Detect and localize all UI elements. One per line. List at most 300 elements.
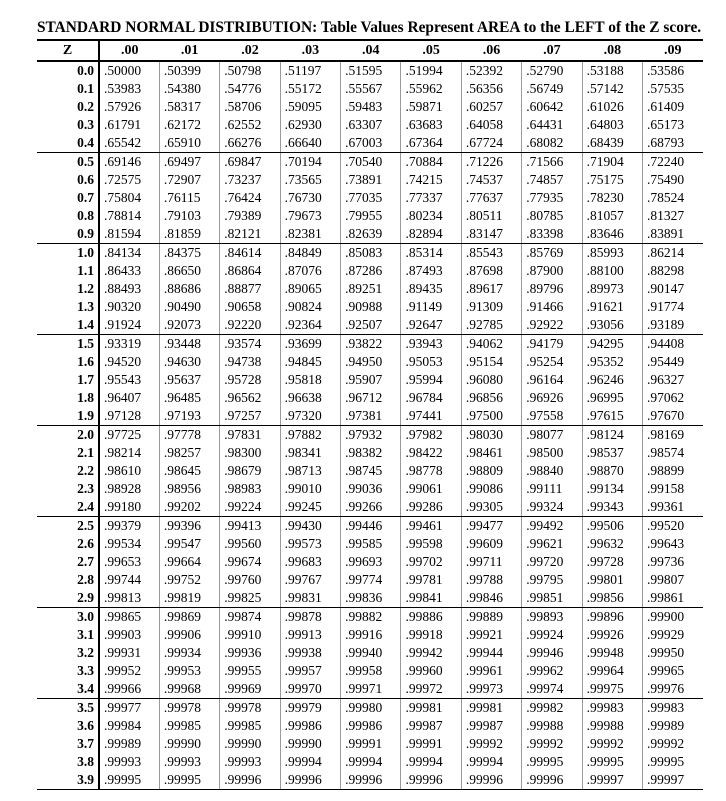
area-cell: .87076 (280, 262, 340, 280)
table-row (37, 535, 703, 553)
area-cell: .90147 (643, 280, 703, 298)
area-cell: .99991 (341, 735, 401, 753)
area-cell: .99938 (280, 644, 340, 662)
area-cell: .75804 (104, 190, 142, 205)
area-cell: .99609 (461, 535, 521, 553)
area-cell: .99983 (643, 699, 703, 718)
column-header: .01 (159, 40, 219, 61)
area-cell: .99997 (643, 771, 703, 790)
area-cell: .79103 (159, 207, 219, 225)
area-cell: .80234 (401, 207, 461, 225)
area-cell: .61409 (643, 98, 703, 116)
area-cell: .98537 (582, 444, 642, 462)
z-value-cell: 3.3 (37, 662, 99, 680)
area-cell: .98745 (341, 462, 401, 480)
area-cell: .99180 (99, 498, 159, 517)
z-value-cell: 0.4 (37, 134, 99, 153)
column-header: .09 (643, 40, 703, 61)
area-cell: .92073 (159, 316, 219, 335)
area-cell: .92364 (280, 316, 340, 335)
area-cell: .73565 (280, 171, 340, 189)
area-cell: .56749 (522, 80, 582, 98)
area-cell: .96246 (582, 371, 642, 389)
area-cell: .66640 (280, 134, 340, 153)
area-cell: .98610 (104, 463, 142, 478)
area-cell: .91621 (582, 298, 642, 316)
area-cell: .98645 (159, 462, 219, 480)
area-cell: .77935 (522, 189, 582, 207)
table-row (37, 335, 703, 354)
area-cell: .54776 (220, 80, 280, 98)
area-cell: .62172 (159, 116, 219, 134)
area-cell: .99728 (582, 553, 642, 571)
z-value-cell: 1.2 (37, 280, 99, 298)
area-cell: .99983 (582, 699, 642, 718)
z-value-cell: 2.3 (37, 480, 99, 498)
area-cell: .94950 (341, 353, 401, 371)
area-cell: .99430 (280, 517, 340, 536)
area-cell: .97128 (99, 407, 159, 426)
area-cell: .99976 (643, 680, 703, 699)
area-cell: .63307 (341, 116, 401, 134)
z-value-cell: 2.9 (37, 589, 99, 608)
area-cell: .96995 (582, 389, 642, 407)
area-cell: .88877 (220, 280, 280, 298)
area-cell: .99202 (159, 498, 219, 517)
area-cell: .99987 (401, 717, 461, 735)
area-cell: .95352 (582, 353, 642, 371)
area-cell: .75175 (582, 171, 642, 189)
area-cell: .78814 (104, 208, 142, 223)
area-cell: .67364 (401, 134, 461, 153)
area-cell: .96784 (401, 389, 461, 407)
area-cell: .72907 (159, 171, 219, 189)
table-row (37, 316, 703, 335)
z-value-cell: 1.0 (37, 244, 99, 263)
area-cell: .99958 (341, 662, 401, 680)
area-cell: .87286 (341, 262, 401, 280)
table-body (37, 61, 703, 790)
table-row (37, 589, 703, 608)
area-cell: .51595 (341, 61, 401, 80)
area-cell: .99996 (461, 771, 521, 790)
area-cell: .99396 (159, 517, 219, 536)
area-cell: .69847 (220, 153, 280, 172)
area-cell: .83147 (461, 225, 521, 244)
table-row (37, 98, 703, 116)
area-cell: .97982 (401, 426, 461, 445)
z-value-cell: 3.4 (37, 680, 99, 699)
area-cell: .90988 (341, 298, 401, 316)
area-cell: .87900 (522, 262, 582, 280)
area-cell: .50399 (159, 61, 219, 80)
area-cell: .99957 (280, 662, 340, 680)
area-cell: .85769 (522, 244, 582, 263)
area-cell: .99992 (522, 735, 582, 753)
area-cell: .99813 (99, 589, 159, 608)
area-cell: .99986 (280, 717, 340, 735)
area-cell: .74537 (461, 171, 521, 189)
z-value-cell: 2.0 (37, 426, 99, 445)
area-cell: .74857 (522, 171, 582, 189)
area-cell: .99086 (461, 480, 521, 498)
area-cell: .99988 (582, 717, 642, 735)
z-value-cell: 3.9 (37, 771, 99, 790)
area-cell: .64803 (582, 116, 642, 134)
area-cell: .52790 (522, 61, 582, 80)
area-cell: .99158 (643, 480, 703, 498)
area-cell: .67003 (341, 134, 401, 153)
area-cell: .96712 (341, 389, 401, 407)
area-cell: .93943 (401, 335, 461, 354)
area-cell: .85083 (341, 244, 401, 263)
area-cell: .97500 (461, 407, 521, 426)
area-cell: .98214 (104, 445, 142, 460)
area-cell: .98840 (522, 462, 582, 480)
area-cell: .92922 (522, 316, 582, 335)
area-cell: .98169 (643, 426, 703, 445)
area-cell: .99986 (341, 717, 401, 735)
z-value-cell: 2.5 (37, 517, 99, 536)
z-value-cell: 2.6 (37, 535, 99, 553)
area-cell: .88493 (104, 281, 142, 296)
area-cell: .84614 (220, 244, 280, 263)
area-cell: .86650 (159, 262, 219, 280)
area-cell: .57926 (104, 99, 142, 114)
area-cell: .88298 (643, 262, 703, 280)
area-cell: .99953 (159, 662, 219, 680)
z-value-cell: 1.1 (37, 262, 99, 280)
area-cell: .64431 (522, 116, 582, 134)
area-cell: .99961 (461, 662, 521, 680)
z-value-cell: 3.2 (37, 644, 99, 662)
area-cell: .78230 (582, 189, 642, 207)
area-cell: .79673 (280, 207, 340, 225)
area-cell: .98899 (643, 462, 703, 480)
area-cell: .99997 (582, 771, 642, 790)
table-row (37, 498, 703, 517)
area-cell: .71226 (461, 153, 521, 172)
area-cell: .97441 (401, 407, 461, 426)
z-value-cell: 1.3 (37, 298, 99, 316)
area-cell: .97725 (104, 427, 142, 442)
area-cell: .98713 (280, 462, 340, 480)
area-cell: .98422 (401, 444, 461, 462)
area-cell: .94179 (522, 335, 582, 354)
area-cell: .99993 (159, 753, 219, 771)
z-value-cell: 2.8 (37, 571, 99, 589)
area-cell: .98300 (220, 444, 280, 462)
area-cell: .70884 (401, 153, 461, 172)
area-cell: .94630 (159, 353, 219, 371)
area-cell: .63683 (401, 116, 461, 134)
area-cell: .99973 (461, 680, 521, 699)
z-table (37, 39, 703, 790)
area-cell: .99910 (220, 626, 280, 644)
table-row (37, 371, 703, 389)
z-value-cell: 2.4 (37, 498, 99, 517)
area-cell: .99560 (220, 535, 280, 553)
area-cell: .99994 (280, 753, 340, 771)
area-cell: .94295 (582, 335, 642, 354)
area-cell: .99245 (280, 498, 340, 517)
area-cell: .94408 (643, 335, 703, 354)
area-cell: .99831 (280, 589, 340, 608)
table-row (37, 608, 703, 627)
area-cell: .70194 (280, 153, 340, 172)
area-cell: .99036 (341, 480, 401, 498)
area-cell: .97778 (159, 426, 219, 445)
area-cell: .99906 (159, 626, 219, 644)
z-value-cell: 3.0 (37, 608, 99, 627)
area-cell: .60257 (461, 98, 521, 116)
area-cell: .99736 (643, 553, 703, 571)
area-cell: .82381 (280, 225, 340, 244)
area-cell: .91924 (99, 316, 159, 335)
area-cell: .86433 (104, 263, 142, 278)
area-cell: .90824 (280, 298, 340, 316)
area-cell: .92647 (401, 316, 461, 335)
z-value-cell: 0.2 (37, 98, 99, 116)
area-cell: .84375 (159, 244, 219, 263)
area-cell: .99379 (104, 518, 142, 533)
area-cell: .50000 (104, 63, 142, 78)
table-row (37, 207, 703, 225)
area-cell: .96856 (461, 389, 521, 407)
area-cell: .99825 (220, 589, 280, 608)
area-cell: .87698 (461, 262, 521, 280)
area-cell: .99506 (582, 517, 642, 536)
area-cell: .92220 (220, 316, 280, 335)
area-cell: .96327 (643, 371, 703, 389)
area-cell: .99970 (280, 680, 340, 699)
area-cell: .91149 (401, 298, 461, 316)
area-cell: .98983 (220, 480, 280, 498)
area-cell: .75490 (643, 171, 703, 189)
column-header: .07 (522, 40, 582, 61)
area-cell: .56356 (461, 80, 521, 98)
area-cell: .82639 (341, 225, 401, 244)
area-cell: .99988 (522, 717, 582, 735)
area-cell: .99413 (220, 517, 280, 536)
area-cell: .99874 (220, 608, 280, 627)
area-cell: .96485 (159, 389, 219, 407)
column-header: .06 (461, 40, 521, 61)
area-cell: .99305 (461, 498, 521, 517)
area-cell: .91309 (461, 298, 521, 316)
area-cell: .99940 (341, 644, 401, 662)
area-cell: .65910 (159, 134, 219, 153)
area-cell: .99819 (159, 589, 219, 608)
area-cell: .99990 (280, 735, 340, 753)
area-cell: .99993 (104, 754, 142, 769)
area-cell: .99477 (461, 517, 521, 536)
area-cell: .73237 (220, 171, 280, 189)
area-cell: .97257 (220, 407, 280, 426)
area-cell: .94738 (220, 353, 280, 371)
z-value-cell: 3.8 (37, 753, 99, 771)
z-value-cell: 0.0 (37, 61, 99, 80)
area-cell: .99913 (280, 626, 340, 644)
area-cell: .98500 (522, 444, 582, 462)
area-cell: .53188 (582, 61, 642, 80)
area-cell: .81594 (99, 225, 159, 244)
area-cell: .99966 (99, 680, 159, 699)
area-cell: .99061 (401, 480, 461, 498)
area-cell: .99992 (643, 735, 703, 753)
table-row (37, 225, 703, 244)
area-cell: .90320 (104, 299, 142, 314)
area-cell: .99921 (461, 626, 521, 644)
column-header: .00 (99, 40, 159, 61)
area-cell: .86864 (220, 262, 280, 280)
area-cell: .97932 (341, 426, 401, 445)
area-cell: .99929 (643, 626, 703, 644)
area-cell: .99924 (522, 626, 582, 644)
area-cell: .59483 (341, 98, 401, 116)
area-cell: .99950 (643, 644, 703, 662)
area-cell: .81327 (643, 207, 703, 225)
area-cell: .99995 (159, 771, 219, 790)
area-cell: .85993 (582, 244, 642, 263)
area-cell: .53983 (104, 81, 142, 96)
area-cell: .99994 (401, 753, 461, 771)
area-cell: .97831 (220, 426, 280, 445)
area-cell: .96562 (220, 389, 280, 407)
area-cell: .95053 (401, 353, 461, 371)
area-cell: .62930 (280, 116, 340, 134)
area-cell: .88686 (159, 280, 219, 298)
table-row (37, 61, 703, 80)
area-cell: .93448 (159, 335, 219, 354)
area-cell: .99944 (461, 644, 521, 662)
z-value-cell: 0.1 (37, 80, 99, 98)
area-cell: .99948 (582, 644, 642, 662)
area-cell: .77637 (461, 189, 521, 207)
area-cell: .99856 (582, 589, 642, 608)
table-row (37, 153, 703, 172)
area-cell: .99978 (159, 699, 219, 718)
area-cell: .99632 (582, 535, 642, 553)
area-cell: .99942 (401, 644, 461, 662)
area-cell: .97882 (280, 426, 340, 445)
table-row (37, 462, 703, 480)
area-cell: .99955 (220, 662, 280, 680)
area-cell: .77337 (401, 189, 461, 207)
area-cell: .99952 (104, 663, 142, 678)
area-cell: .92507 (341, 316, 401, 335)
area-cell: .95818 (280, 371, 340, 389)
area-cell: .99965 (643, 662, 703, 680)
area-cell: .99981 (401, 699, 461, 718)
area-cell: .99916 (341, 626, 401, 644)
area-cell: .99995 (99, 771, 159, 790)
area-cell: .99801 (582, 571, 642, 589)
column-header: .02 (220, 40, 280, 61)
area-cell: .76424 (220, 189, 280, 207)
area-cell: .99975 (582, 680, 642, 699)
area-cell: .99134 (582, 480, 642, 498)
area-cell: .99224 (220, 498, 280, 517)
table-row (37, 80, 703, 98)
z-value-cell: 0.3 (37, 116, 99, 134)
table-row (37, 753, 703, 771)
area-cell: .94845 (280, 353, 340, 371)
area-cell: .99882 (341, 608, 401, 627)
area-cell: .99807 (643, 571, 703, 589)
area-cell: .99995 (582, 753, 642, 771)
area-cell: .98956 (159, 480, 219, 498)
area-cell: .99788 (461, 571, 521, 589)
column-header: .08 (582, 40, 642, 61)
area-cell: .95637 (159, 371, 219, 389)
area-cell: .68082 (522, 134, 582, 153)
area-cell: .61791 (104, 117, 142, 132)
area-cell: .50798 (220, 61, 280, 80)
z-value-cell: 0.8 (37, 207, 99, 225)
area-cell: .99702 (401, 553, 461, 571)
area-cell: .99744 (104, 572, 142, 587)
table-row (37, 134, 703, 153)
area-cell: .99711 (461, 553, 521, 571)
area-cell: .99492 (522, 517, 582, 536)
table-row (37, 262, 703, 280)
area-cell: .82121 (220, 225, 280, 244)
column-header: .04 (341, 40, 401, 61)
area-cell: .99989 (643, 717, 703, 735)
area-cell: .77035 (341, 189, 401, 207)
area-cell: .99969 (220, 680, 280, 699)
area-cell: .99585 (341, 535, 401, 553)
area-cell: .99990 (220, 735, 280, 753)
area-cell: .98382 (341, 444, 401, 462)
area-cell: .99995 (522, 753, 582, 771)
area-cell: .99896 (582, 608, 642, 627)
area-cell: .99461 (401, 517, 461, 536)
area-cell: .69497 (159, 153, 219, 172)
area-cell: .96164 (522, 371, 582, 389)
area-cell: .95543 (104, 372, 142, 387)
area-cell: .96080 (461, 371, 521, 389)
area-cell: .55962 (401, 80, 461, 98)
area-cell: .99841 (401, 589, 461, 608)
area-cell: .95728 (220, 371, 280, 389)
area-cell: .99573 (280, 535, 340, 553)
area-cell: .99774 (341, 571, 401, 589)
area-cell: .73891 (341, 171, 401, 189)
table-row (37, 353, 703, 371)
area-cell: .58706 (220, 98, 280, 116)
area-cell: .55567 (341, 80, 401, 98)
area-cell: .99653 (104, 554, 142, 569)
area-cell: .99286 (401, 498, 461, 517)
area-cell: .76115 (159, 189, 219, 207)
z-value-cell: 0.5 (37, 153, 99, 172)
area-cell: .79955 (341, 207, 401, 225)
area-cell: .61026 (582, 98, 642, 116)
area-cell: .99985 (220, 717, 280, 735)
area-cell: .90658 (220, 298, 280, 316)
area-cell: .83646 (582, 225, 642, 244)
area-cell: .99781 (401, 571, 461, 589)
area-cell: .51197 (280, 61, 340, 80)
area-cell: .80511 (461, 207, 521, 225)
table-row (37, 171, 703, 189)
area-cell: .85543 (461, 244, 521, 263)
area-cell: .96407 (104, 390, 142, 405)
area-cell: .98124 (582, 426, 642, 445)
area-cell: .91466 (522, 298, 582, 316)
